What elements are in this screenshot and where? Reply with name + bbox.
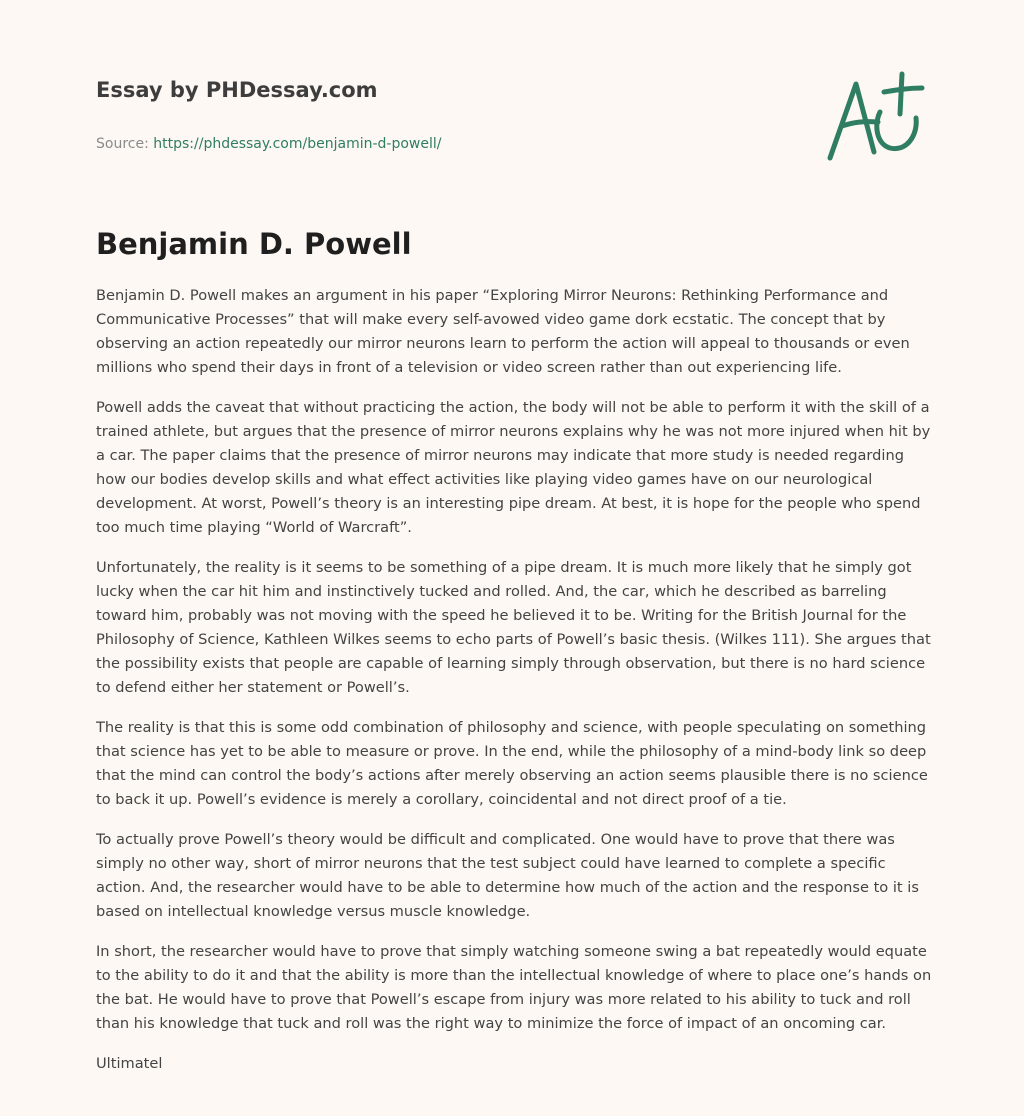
essay-paragraph-truncated: Ultimatel [96, 1055, 163, 1072]
essay-body [96, 284, 932, 1092]
source-line [96, 134, 796, 154]
site-header [96, 76, 796, 154]
essay-title: Benjamin D. Powell [96, 227, 412, 261]
source-label: Source: [96, 136, 149, 152]
essay-paragraph: To actually prove Powell’s theory would be difficult and complicated. One would have to prove that there was simply no other way, short of mirror neurons that the test subject could have learned to complete a specific action. And, the researcher would have to be able to determine how much of the action and the response to it is based on intellectual knowledge versus muscle knowledge. [96, 831, 919, 920]
a-plus-grade-icon [820, 66, 930, 166]
essay-paragraph: Unfortunately, the reality is it seems to be something of a pipe dream. It is much more likely that he simply got lucky when the car hit him and instinctively tucked and rolled. And, the car, which he described as barreling toward him, probably was not moving with the speed he believed it to be. Writing for the British Journal for the Philosophy of Science, Kathleen Wilkes seems to echo parts of Powell’s basic thesis. (Wilkes 111). She argues that the possibility exists that people are capable of learning simply through observation, but there is no hard science to defend either her statement or Powell’s. [96, 559, 931, 696]
essay-paragraph: Benjamin D. Powell makes an argument in his paper “Exploring Mirror Neurons: Rethinking Performance and Communicative Processes” that will make every self-avowed video game dork ecstatic. The concept that by observing an action repeatedly our mirror neurons learn to perform the action will appeal to thousands or even millions who spend their days in front of a television or video screen rather than out experiencing life. [96, 287, 910, 376]
source-link[interactable]: https://phdessay.com/benjamin-d-powell/ [153, 136, 442, 152]
site-title: Essay by PHDessay.com [96, 78, 378, 102]
essay-paragraph: Powell adds the caveat that without practicing the action, the body will not be able to perform it with the skill of a trained athlete, but argues that the presence of mirror neurons explains why he was not more injured when hit by a car. The paper claims that the presence of mirror neurons may indicate that more study is needed regarding how our bodies develop skills and what effect activities like playing video games have on our neurological development. At worst, Powell’s theory is an interesting pipe dream. At best, it is hope for the people who spend too much time playing “World of Warcraft”. [96, 399, 931, 536]
essay-paragraph: In short, the researcher would have to prove that simply watching someone swing a bat repeatedly would equate to the ability to do it and that the ability is more than the intellectual knowledge of where to place one’s hands on the bat. He would have to prove that Powell’s escape from injury was more related to his ability to tuck and roll than his knowledge that tuck and roll was the right way to minimize the force of impact of an oncoming car. [96, 943, 932, 1032]
essay-paragraph: The reality is that this is some odd combination of philosophy and science, with people speculating on something that science has yet to be able to measure or prove. In the end, while the philosophy of a mind-body link so deep that the mind can control the body’s actions after merely observing an action seems plausible there is no science to back it up. Powell’s evidence is merely a corollary, coincidental and not direct proof of a tie. [96, 719, 928, 808]
